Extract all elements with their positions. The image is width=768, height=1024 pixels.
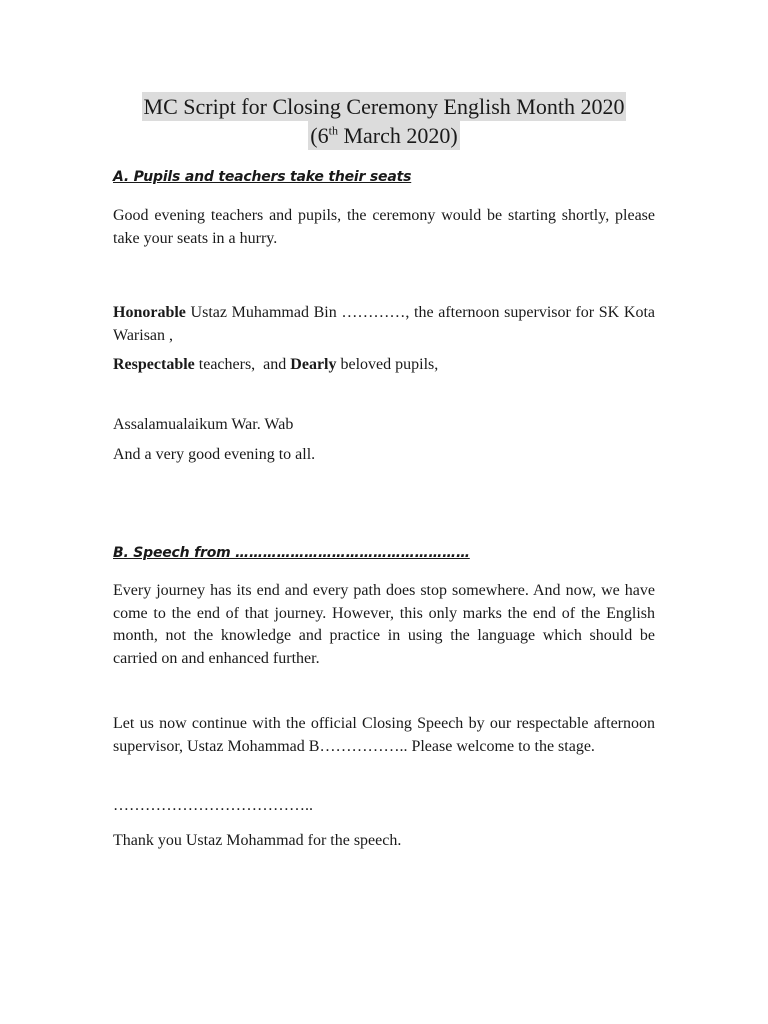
title-line-1: MC Script for Closing Ceremony English Month 2020 <box>143 94 625 119</box>
greeting-teachers-text: teachers, and <box>194 356 291 373</box>
section-b-heading: B. Speech from …………………………………………… <box>113 545 470 561</box>
section-a-heading: A. Pupils and teachers take their seats <box>113 169 412 185</box>
thank-you-line: Thank you Ustaz Mohammad for the speech. <box>113 832 402 849</box>
greeting-dearly-bold: Dearly <box>290 356 337 373</box>
good-evening-line: And a very good evening to all. <box>113 446 316 463</box>
document-title <box>0 92 768 150</box>
section-b-paragraph-1: Every journey has its end and every path does stop somewhere. And now, we have come to the end of that journey. However, this only marks the end of the English month, not the knowledge and practice in using the language which should be carried on and enhanced further. <box>113 582 655 667</box>
greeting-honorable-bold: Honorable <box>113 304 186 321</box>
title-date-suffix: March 2020) <box>337 123 458 148</box>
greeting-honorable <box>113 302 655 347</box>
title-date-superscript: th <box>328 123 338 138</box>
salam-line: Assalamualaikum War. Wab <box>113 416 294 433</box>
greeting-honorable-rest: Ustaz Muhammad Bin …………, the afternoon supervisor for SK Kota Warisan , <box>113 304 655 344</box>
title-date-prefix: (6 <box>310 123 329 148</box>
greeting-teachers-pupils <box>113 354 438 377</box>
section-b-paragraph-2: Let us now continue with the official Closing Speech by our respectable afternoon supervisor, Ustaz Mohammad B…………….. Please welcome to the stage. <box>113 715 655 755</box>
speech-placeholder-dots: ……………………………….. <box>113 797 313 814</box>
greeting-pupils-text: beloved pupils, <box>336 356 439 373</box>
greeting-respectable-bold: Respectable <box>113 356 195 373</box>
title-line-2 <box>308 121 459 150</box>
section-a-intro: Good evening teachers and pupils, the ceremony would be starting shortly, please take your seats in a hurry. <box>113 207 655 247</box>
